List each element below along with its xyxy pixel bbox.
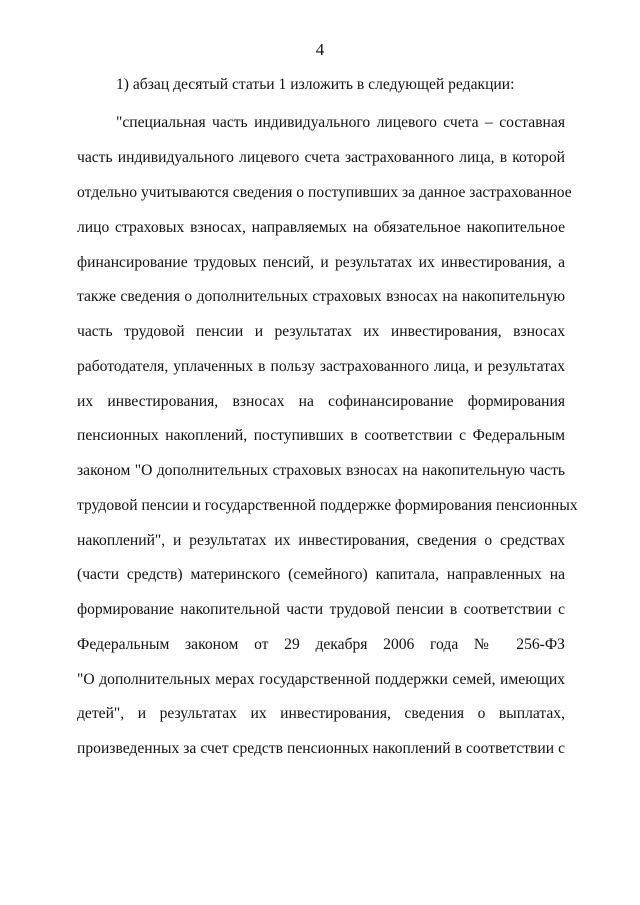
paragraph-line: работодателя, уплаченных в пользу застрахованного лица, и результатах bbox=[77, 358, 565, 375]
paragraph-line: часть трудовой пенсии и результатах их инвестирования, взносах bbox=[77, 323, 565, 340]
paragraph-line: "специальная часть индивидуального лицевого счета – составная bbox=[116, 114, 565, 131]
paragraph-line: произведенных за счет средств пенсионных накоплений в соответствии с bbox=[77, 740, 565, 757]
paragraph-line: лицо страховых взносах, направляемых на обязательное накопительное bbox=[77, 219, 565, 236]
paragraph-line: финансирование трудовых пенсий, и результатах их инвестирования, а bbox=[77, 254, 565, 271]
paragraph-line: отдельно учитываются сведения о поступивших за данное застрахованное bbox=[77, 184, 572, 201]
paragraph-line: детей", и результатах их инвестирования, сведения о выплатах, bbox=[77, 705, 565, 722]
paragraph-line: Федеральным законом от 29 декабря 2006 года № 256-ФЗ bbox=[77, 636, 565, 653]
paragraph-line: формирование накопительной части трудовой пенсии в соответствии с bbox=[77, 601, 565, 618]
paragraph-line: накоплений", и результатах их инвестирования, сведения о средствах bbox=[77, 532, 565, 549]
paragraph-line: (части средств) материнского (семейного) капитала, направленных на bbox=[77, 566, 565, 583]
paragraph-line: "О дополнительных мерах государственной поддержки семей, имеющих bbox=[77, 671, 565, 688]
paragraph-line: законом "О дополнительных страховых взносах на накопительную часть bbox=[77, 462, 565, 479]
paragraph-line: также сведения о дополнительных страховых взносах на накопительную bbox=[77, 288, 565, 305]
paragraph-line-intro: 1) абзац десятый статьи 1 изложить в следующей редакции: bbox=[116, 76, 515, 93]
paragraph-line: трудовой пенсии и государственной поддержке формирования пенсионных bbox=[77, 497, 578, 514]
paragraph-line: пенсионных накоплений, поступивших в соответствии с Федеральным bbox=[77, 427, 565, 444]
page-number: 4 bbox=[315, 40, 325, 59]
paragraph-line: их инвестирования, взносах на софинансирование формирования bbox=[77, 393, 565, 410]
paragraph-line: часть индивидуального лицевого счета застрахованного лица, в которой bbox=[77, 149, 565, 166]
